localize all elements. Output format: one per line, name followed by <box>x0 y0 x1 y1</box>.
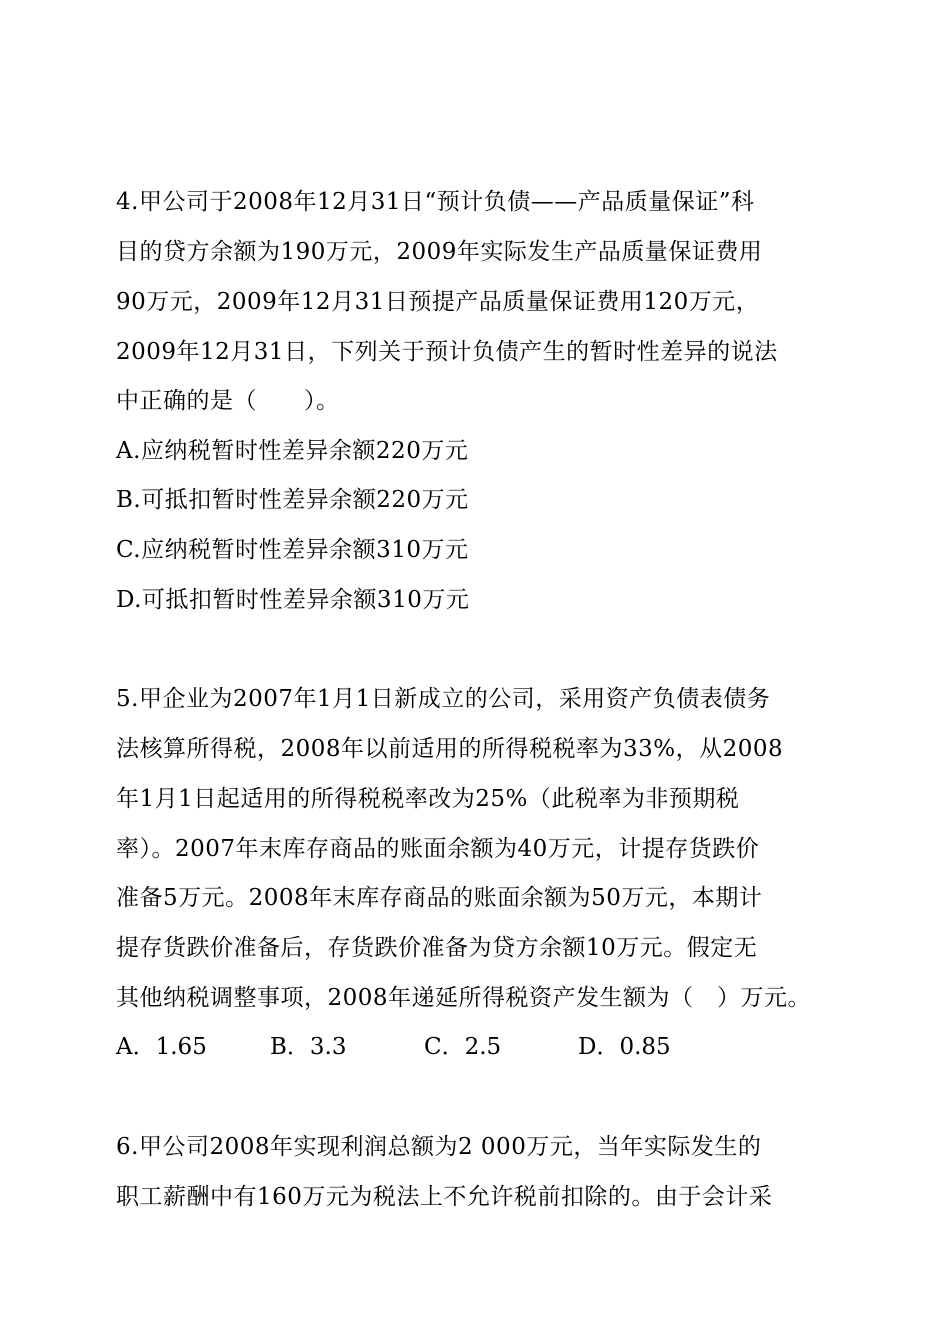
question-5-option-a: A．1.65 <box>116 1034 207 1060</box>
question-4-line-2: 目的贷方余额为190万元，2009年实际发生产品质量保证费用 <box>116 239 763 265</box>
question-4-line-3: 90万元，2009年12月31日预提产品质量保证费用120万元， <box>116 289 760 315</box>
question-4-option-a: A.应纳税暂时性差异余额220万元 <box>116 438 469 464</box>
question-4-option-c: C.应纳税暂时性差异余额310万元 <box>116 537 469 563</box>
question-6-line-1: 6.甲公司2008年实现利润总额为2 000万元，当年实际发生的 <box>116 1134 762 1160</box>
question-5-line-5: 准备5万元。2008年末库存商品的账面余额为50万元，本期计 <box>116 885 763 911</box>
question-5-line-3: 年1月1日起适用的所得税税率改为25%（此税率为非预期税 <box>116 786 740 812</box>
question-5-option-c: C．2.5 <box>424 1034 502 1060</box>
question-4-option-d: D.可抵扣暂时性差异余额310万元 <box>116 587 470 613</box>
question-5-option-d: D．0.85 <box>578 1034 671 1060</box>
question-5-line-7: 其他纳税调整事项，2008年递延所得税资产发生额为（ ）万元。 <box>116 985 812 1011</box>
question-5-line-4: 率）。2007年末库存商品的账面余额为40万元，计提存货跌价 <box>116 836 760 862</box>
question-5-options <box>116 1032 732 1062</box>
question-5-line-6: 提存货跌价准备后，存货跌价准备为贷方余额10万元。假定无 <box>116 935 758 961</box>
question-5-line-2: 法核算所得税，2008年以前适用的所得税税率为33%，从2008 <box>116 736 784 762</box>
question-5-option-b: B．3.3 <box>270 1034 347 1060</box>
question-6-line-2: 职工薪酬中有160万元为税法上不允许税前扣除的。由于会计采 <box>116 1184 773 1210</box>
question-4-option-b: B.可抵扣暂时性差异余额220万元 <box>116 487 469 513</box>
question-4-line-1: 4.甲公司于2008年12月31日“预计负债——产品质量保证”科 <box>116 189 755 215</box>
question-5-line-1: 5.甲企业为2007年1月1日新成立的公司，采用资产负债表债务 <box>116 686 771 712</box>
question-4-line-5: 中正确的是（ ）。 <box>116 388 340 414</box>
question-4-line-4: 2009年12月31日，下列关于预计负债产生的暂时性差异的说法 <box>116 339 778 365</box>
